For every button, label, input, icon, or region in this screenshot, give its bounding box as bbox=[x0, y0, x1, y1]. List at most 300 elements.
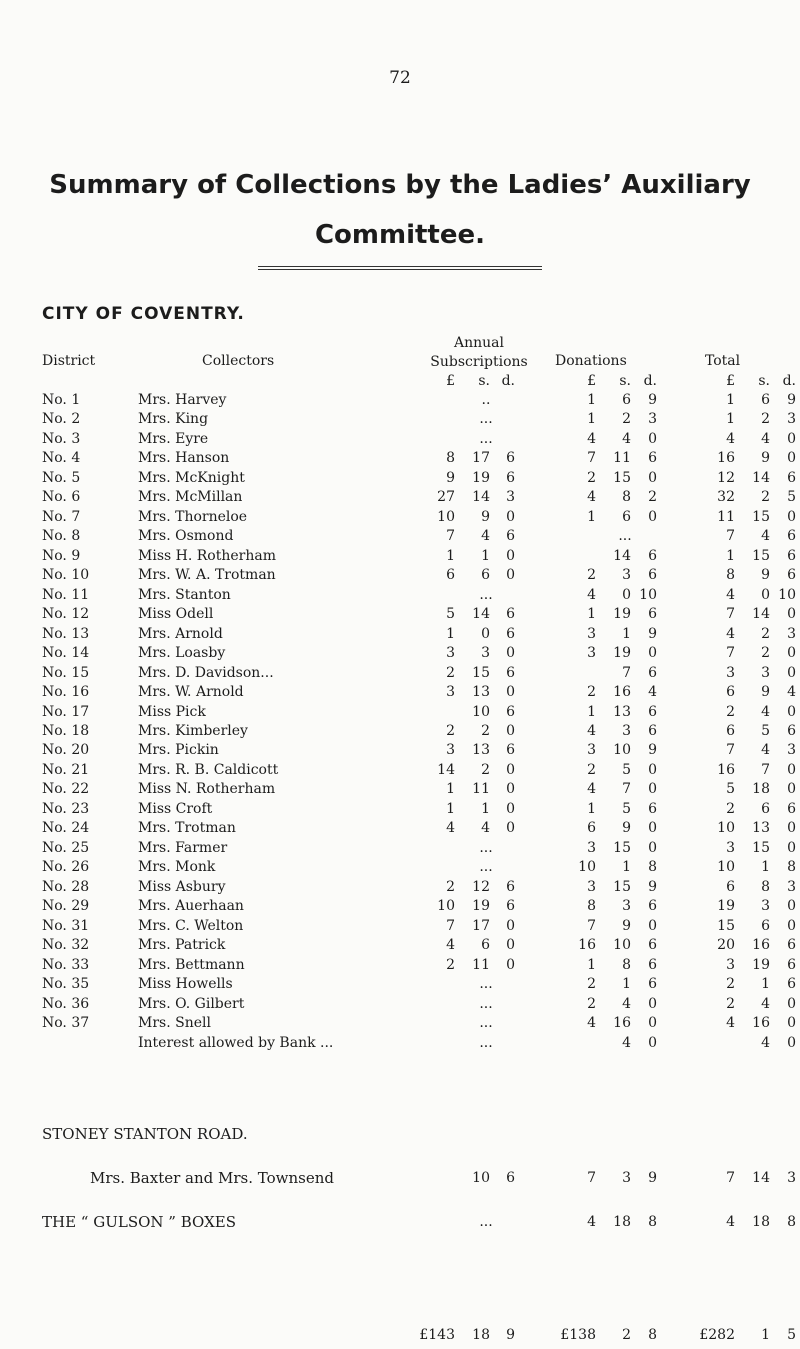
don-value-1: 1 bbox=[622, 859, 631, 875]
don-value-1: 19 bbox=[613, 645, 631, 661]
table-row bbox=[0, 781, 800, 800]
stoney-label: Mrs. Baxter and Mrs. Townsend bbox=[90, 1169, 334, 1187]
sub-value-2: 3 bbox=[506, 489, 515, 505]
table-row bbox=[0, 528, 800, 547]
district-cell: No. 17 bbox=[42, 704, 90, 720]
tot-value-0: 3 bbox=[726, 957, 735, 973]
don-value-1: 11 bbox=[613, 450, 631, 466]
collector-cell: Mrs. McMillan bbox=[138, 489, 243, 505]
don-value-0: 3 bbox=[587, 840, 596, 856]
tot-value-2: 0 bbox=[787, 704, 796, 720]
sub-value-1: 2 bbox=[481, 762, 490, 778]
sub-value-1: 19 bbox=[472, 898, 490, 914]
sub-value-0: 7 bbox=[446, 918, 455, 934]
don-value-2: 6 bbox=[648, 567, 657, 583]
sub-value-0: 4 bbox=[446, 937, 455, 953]
table-row bbox=[0, 996, 800, 1015]
table-row bbox=[0, 937, 800, 956]
tot-value-0: 15 bbox=[717, 918, 735, 934]
don-value-2: 8 bbox=[648, 859, 657, 875]
table-row bbox=[0, 879, 800, 898]
don-value-2: 6 bbox=[648, 704, 657, 720]
tot-value-0: 20 bbox=[717, 937, 735, 953]
sub-value-0: 3 bbox=[446, 684, 455, 700]
tot-value-1: 16 bbox=[752, 1015, 770, 1031]
don-value-0: 1 bbox=[587, 801, 596, 817]
sub-value-0: 2 bbox=[446, 957, 455, 973]
table-row bbox=[0, 684, 800, 703]
collector-cell: Mrs. R. B. Caldicott bbox=[138, 762, 279, 778]
district-cell: No. 29 bbox=[42, 898, 90, 914]
don-value-2: 6 bbox=[648, 898, 657, 914]
sub-placeholder: ... bbox=[479, 1035, 493, 1051]
collector-cell: Mrs. Harvey bbox=[138, 392, 227, 408]
district-cell: No. 22 bbox=[42, 781, 90, 797]
tot-value-0: 7 bbox=[726, 1170, 735, 1186]
sub-value-2: 6 bbox=[506, 626, 515, 642]
collector-cell: Mrs. King bbox=[138, 411, 209, 427]
sub-value-2: 6 bbox=[506, 879, 515, 895]
district-cell: No. 3 bbox=[42, 431, 81, 447]
tot-value-2: 0 bbox=[787, 840, 796, 856]
table-row bbox=[0, 392, 800, 411]
sub-value-1: 10 bbox=[472, 1170, 490, 1186]
don-value-1: 6 bbox=[622, 509, 631, 525]
sub-value-1: 17 bbox=[472, 450, 490, 466]
district-cell: No. 13 bbox=[42, 626, 90, 642]
don-value-2: 4 bbox=[648, 684, 657, 700]
table-row bbox=[0, 411, 800, 430]
tot-value-2: 0 bbox=[787, 431, 796, 447]
district-cell: No. 37 bbox=[42, 1015, 90, 1031]
don-value-2: 6 bbox=[648, 976, 657, 992]
sub-value-1: 11 bbox=[472, 957, 490, 973]
don-value-0: 4 bbox=[587, 431, 596, 447]
don-value-2: 6 bbox=[648, 450, 657, 466]
tot-value-0: 4 bbox=[726, 626, 735, 642]
tot-value-1: 6 bbox=[761, 918, 770, 934]
tot-value-0: 2 bbox=[726, 976, 735, 992]
tot-value-1: 14 bbox=[752, 1170, 770, 1186]
tot-value-2: 6 bbox=[787, 548, 796, 564]
tot-value-0: 19 bbox=[717, 898, 735, 914]
tot-value-2: 8 bbox=[787, 1214, 796, 1230]
tot-value-0: 12 bbox=[717, 470, 735, 486]
don-value-0: 4 bbox=[587, 723, 596, 739]
don-value-0: 4 bbox=[587, 1214, 596, 1230]
sub-value-1: 13 bbox=[472, 684, 490, 700]
don-value-0: 4 bbox=[587, 781, 596, 797]
collector-cell: Mrs. Farmer bbox=[138, 840, 228, 856]
sub-value-1: 4 bbox=[481, 528, 490, 544]
header-collectors: Collectors bbox=[202, 353, 275, 369]
don-value-1: 1 bbox=[622, 626, 631, 642]
don-value-1: 5 bbox=[622, 762, 631, 778]
district-cell: No. 21 bbox=[42, 762, 90, 778]
don-value-2: 0 bbox=[648, 509, 657, 525]
collector-cell: Mrs. Auerhaan bbox=[138, 898, 244, 914]
don-value-1: 9 bbox=[622, 820, 631, 836]
sub-value-0: 10 bbox=[437, 898, 455, 914]
district-cell: No. 18 bbox=[42, 723, 90, 739]
header-donations: Donations bbox=[555, 353, 627, 369]
sub-value-1: 6 bbox=[481, 567, 490, 583]
sub-value-2: 6 bbox=[506, 665, 515, 681]
don-value-1: 10 bbox=[613, 742, 631, 758]
tot-value-0: 2 bbox=[726, 801, 735, 817]
tot-value-2: 8 bbox=[787, 859, 796, 875]
tot-value-1: 7 bbox=[761, 762, 770, 778]
unit-header-tot-1: s. bbox=[758, 373, 770, 389]
district-cell: No. 4 bbox=[42, 450, 81, 466]
totals-row bbox=[0, 1327, 800, 1346]
stoney-row bbox=[0, 1170, 800, 1189]
tot-value-2: 0 bbox=[787, 1035, 796, 1051]
sub-placeholder: ... bbox=[479, 976, 493, 992]
district-cell: No. 15 bbox=[42, 665, 90, 681]
don-value-1: 14 bbox=[613, 548, 631, 564]
page-number: 72 bbox=[389, 68, 411, 88]
unit-header-don-1: s. bbox=[619, 373, 631, 389]
sub-value-2: 0 bbox=[506, 801, 515, 817]
table-row bbox=[0, 489, 800, 508]
collector-cell: Mrs. Trotman bbox=[138, 820, 236, 836]
tot-value-1: 4 bbox=[761, 528, 770, 544]
sub-value-1: 17 bbox=[472, 918, 490, 934]
title-divider bbox=[258, 266, 542, 270]
gulson-label: THE “ GULSON ” BOXES bbox=[42, 1213, 236, 1231]
collector-cell: Miss H. Rotherham bbox=[138, 548, 276, 564]
don-value-1: 2 bbox=[622, 411, 631, 427]
district-cell: No. 31 bbox=[42, 918, 90, 934]
tot-value-2: 3 bbox=[787, 742, 796, 758]
table-row bbox=[0, 567, 800, 586]
don-value-2: 0 bbox=[648, 781, 657, 797]
don-value-0: 8 bbox=[587, 898, 596, 914]
don-value-2: 0 bbox=[648, 470, 657, 486]
sub-value-1: 12 bbox=[472, 879, 490, 895]
don-value-0: 7 bbox=[587, 1170, 596, 1186]
tot-value-2: 0 bbox=[787, 450, 796, 466]
sub-value-0: 1 bbox=[446, 626, 455, 642]
don-value-1: 18 bbox=[613, 1214, 631, 1230]
tot-value-1: 2 bbox=[761, 626, 770, 642]
sub-value-1: 10 bbox=[472, 704, 490, 720]
tot-value-2: 3 bbox=[787, 626, 796, 642]
tot-value-0: 6 bbox=[726, 684, 735, 700]
table-row bbox=[0, 918, 800, 937]
don-value-0: 6 bbox=[587, 820, 596, 836]
tot-value-0: 4 bbox=[726, 587, 735, 603]
sub-value-2: 0 bbox=[506, 820, 515, 836]
sub-value-0: 4 bbox=[446, 820, 455, 836]
district-cell: No. 5 bbox=[42, 470, 81, 486]
tot-value-1: 15 bbox=[752, 548, 770, 564]
sub-placeholder: ... bbox=[479, 840, 493, 856]
unit-header-tot-2: d. bbox=[782, 373, 796, 389]
tot-value-1: 14 bbox=[752, 470, 770, 486]
header-total: Total bbox=[705, 353, 741, 369]
sub-placeholder: ... bbox=[479, 411, 493, 427]
don-value-2: 0 bbox=[648, 840, 657, 856]
table-row bbox=[0, 957, 800, 976]
table-row bbox=[0, 704, 800, 723]
sub-placeholder: ... bbox=[479, 431, 493, 447]
district-cell: No. 1 bbox=[42, 392, 81, 408]
sub-value-0: 3 bbox=[446, 645, 455, 661]
table-row bbox=[0, 626, 800, 645]
sub-value-2: 0 bbox=[506, 684, 515, 700]
sub-value-0: 6 bbox=[446, 567, 455, 583]
don-value-0: 1 bbox=[587, 411, 596, 427]
tot-value-1: 4 bbox=[761, 704, 770, 720]
tot-value-0: 3 bbox=[726, 665, 735, 681]
tot-value-0: 10 bbox=[717, 820, 735, 836]
don-value-2: 0 bbox=[648, 1015, 657, 1031]
collector-cell: Miss Pick bbox=[138, 704, 206, 720]
unit-header-don-2: d. bbox=[643, 373, 657, 389]
don-value-0: 1 bbox=[587, 957, 596, 973]
tot-value-0: 32 bbox=[717, 489, 735, 505]
tot-value-2: 0 bbox=[787, 762, 796, 778]
header-annual-subscriptions: Annual Subscriptions bbox=[430, 335, 528, 370]
don-value-0: 2 bbox=[587, 684, 596, 700]
sub-value-2: 6 bbox=[506, 470, 515, 486]
district-cell: No. 26 bbox=[42, 859, 90, 875]
tot-value-1: 4 bbox=[761, 742, 770, 758]
collector-cell: Mrs. Osmond bbox=[138, 528, 234, 544]
tot-value-2: 6 bbox=[787, 528, 796, 544]
sub-value-1: 0 bbox=[481, 626, 490, 642]
sub-value-1: 4 bbox=[481, 820, 490, 836]
don-value-1: 15 bbox=[613, 840, 631, 856]
don-value-0: 2 bbox=[587, 976, 596, 992]
don-value-2: 2 bbox=[648, 489, 657, 505]
district-cell: No. 10 bbox=[42, 567, 90, 583]
tot-value-0: 2 bbox=[726, 704, 735, 720]
don-value-0: 1 bbox=[587, 509, 596, 525]
tot-value-0: 7 bbox=[726, 645, 735, 661]
don-value-2: 0 bbox=[648, 762, 657, 778]
don-value-2: 10 bbox=[639, 587, 657, 603]
don-placeholder: ... bbox=[618, 528, 632, 544]
collector-cell: Mrs. D. Davidson... bbox=[138, 665, 274, 681]
collector-cell: Mrs. C. Welton bbox=[138, 918, 244, 934]
don-value-2: 0 bbox=[648, 431, 657, 447]
city-heading: CITY OF COVENTRY. bbox=[42, 304, 245, 324]
sub-value-2: 0 bbox=[506, 645, 515, 661]
district-cell: No. 24 bbox=[42, 820, 90, 836]
table-row bbox=[0, 509, 800, 528]
sub-value-1: 15 bbox=[472, 665, 490, 681]
tot-value-2: 5 bbox=[787, 489, 796, 505]
gulson-row bbox=[0, 1214, 800, 1233]
table-row bbox=[0, 1015, 800, 1034]
tot-value-0: 2 bbox=[726, 996, 735, 1012]
table-row bbox=[0, 587, 800, 606]
don-value-1: 7 bbox=[622, 781, 631, 797]
table-row bbox=[0, 1035, 800, 1054]
tot-value-2: 0 bbox=[787, 898, 796, 914]
don-value-0: 1 bbox=[587, 392, 596, 408]
don-value-2: 6 bbox=[648, 723, 657, 739]
tot-value-0: 8 bbox=[726, 567, 735, 583]
district-cell: No. 33 bbox=[42, 957, 90, 973]
tot-value-1: 3 bbox=[761, 898, 770, 914]
sub-value-2: 6 bbox=[506, 450, 515, 466]
don-value-2: 6 bbox=[648, 606, 657, 622]
tot-value-1: 14 bbox=[752, 606, 770, 622]
don-value-1: 19 bbox=[613, 606, 631, 622]
don-value-1: 3 bbox=[622, 1170, 631, 1186]
table-row bbox=[0, 606, 800, 625]
tot-value-2: 6 bbox=[787, 567, 796, 583]
don-value-1: 4 bbox=[622, 431, 631, 447]
don-value-2: 3 bbox=[648, 411, 657, 427]
tot-value-0: 16 bbox=[717, 450, 735, 466]
don-value-0: 4 bbox=[587, 489, 596, 505]
district-cell: No. 14 bbox=[42, 645, 90, 661]
tot-value-2: 0 bbox=[787, 820, 796, 836]
tot-value-2: 3 bbox=[787, 879, 796, 895]
sub-value-1: 3 bbox=[481, 645, 490, 661]
don-value-0: 2 bbox=[587, 762, 596, 778]
don-value-1: 6 bbox=[622, 392, 631, 408]
sub-value-0: 8 bbox=[446, 450, 455, 466]
don-value-1: 3 bbox=[622, 898, 631, 914]
district-cell: No. 16 bbox=[42, 684, 90, 700]
collector-cell: Mrs. McKnight bbox=[138, 470, 245, 486]
don-value-0: 7 bbox=[587, 450, 596, 466]
sub-value-0: £143 bbox=[419, 1327, 455, 1343]
collector-cell: Mrs. Eyre bbox=[138, 431, 209, 447]
don-value-2: 0 bbox=[648, 918, 657, 934]
collector-cell: Mrs. W. Arnold bbox=[138, 684, 244, 700]
sub-value-2: 6 bbox=[506, 898, 515, 914]
collector-cell: Miss Howells bbox=[138, 976, 233, 992]
sub-value-2: 0 bbox=[506, 567, 515, 583]
tot-value-1: 1 bbox=[761, 976, 770, 992]
district-cell: No. 11 bbox=[42, 587, 90, 603]
sub-value-0: 2 bbox=[446, 879, 455, 895]
collector-cell: Mrs. Arnold bbox=[138, 626, 223, 642]
sub-placeholder: ... bbox=[479, 1015, 493, 1031]
collector-cell: Mrs. Snell bbox=[138, 1015, 211, 1031]
don-value-1: 8 bbox=[622, 489, 631, 505]
sub-value-1: 6 bbox=[481, 937, 490, 953]
tot-value-1: 4 bbox=[761, 1035, 770, 1051]
tot-value-0: £282 bbox=[699, 1327, 735, 1343]
table-row bbox=[0, 470, 800, 489]
sub-value-0: 2 bbox=[446, 665, 455, 681]
don-value-0: 2 bbox=[587, 470, 596, 486]
tot-value-1: 16 bbox=[752, 937, 770, 953]
sub-value-1: 19 bbox=[472, 470, 490, 486]
district-cell: No. 7 bbox=[42, 509, 81, 525]
collector-cell: Mrs. W. A. Trotman bbox=[138, 567, 276, 583]
stoney-heading: STONEY STANTON ROAD. bbox=[42, 1125, 248, 1143]
sub-placeholder: ... bbox=[479, 587, 493, 603]
don-value-1: 3 bbox=[622, 567, 631, 583]
tot-value-1: 1 bbox=[761, 1327, 770, 1343]
sub-value-0: 10 bbox=[437, 509, 455, 525]
unit-header-tot-0: £ bbox=[726, 373, 735, 389]
tot-value-0: 16 bbox=[717, 762, 735, 778]
sub-value-2: 6 bbox=[506, 704, 515, 720]
tot-value-1: 6 bbox=[761, 392, 770, 408]
tot-value-0: 1 bbox=[726, 392, 735, 408]
don-value-2: 9 bbox=[648, 742, 657, 758]
don-value-0: 3 bbox=[587, 742, 596, 758]
sub-value-0: 2 bbox=[446, 723, 455, 739]
tot-value-0: 4 bbox=[726, 1015, 735, 1031]
tot-value-2: 3 bbox=[787, 1170, 796, 1186]
don-value-2: 8 bbox=[648, 1327, 657, 1343]
unit-header-sub-1: s. bbox=[478, 373, 490, 389]
collector-cell: Interest allowed by Bank ... bbox=[138, 1035, 334, 1051]
sub-value-2: 0 bbox=[506, 957, 515, 973]
sub-value-2: 9 bbox=[506, 1327, 515, 1343]
don-value-1: 1 bbox=[622, 976, 631, 992]
sub-value-0: 1 bbox=[446, 781, 455, 797]
unit-header-sub-0: £ bbox=[446, 373, 455, 389]
collector-cell: Mrs. Kimberley bbox=[138, 723, 248, 739]
sub-value-0: 9 bbox=[446, 470, 455, 486]
don-value-2: 6 bbox=[648, 801, 657, 817]
unit-header-don-0: £ bbox=[587, 373, 596, 389]
don-value-1: 16 bbox=[613, 684, 631, 700]
table-row bbox=[0, 762, 800, 781]
header-district: District bbox=[42, 353, 96, 369]
don-value-0: 1 bbox=[587, 606, 596, 622]
tot-value-2: 6 bbox=[787, 801, 796, 817]
sub-value-0: 5 bbox=[446, 606, 455, 622]
unit-header-sub-2: d. bbox=[501, 373, 515, 389]
sub-value-1: 1 bbox=[481, 801, 490, 817]
tot-value-2: 0 bbox=[787, 781, 796, 797]
collector-cell: Mrs. Hanson bbox=[138, 450, 230, 466]
tot-value-2: 0 bbox=[787, 1015, 796, 1031]
tot-value-2: 6 bbox=[787, 470, 796, 486]
sub-value-1: 14 bbox=[472, 606, 490, 622]
tot-value-2: 6 bbox=[787, 937, 796, 953]
collector-cell: Mrs. Pickin bbox=[138, 742, 219, 758]
district-cell: No. 28 bbox=[42, 879, 90, 895]
tot-value-2: 0 bbox=[787, 606, 796, 622]
don-value-1: 8 bbox=[622, 957, 631, 973]
tot-value-0: 4 bbox=[726, 1214, 735, 1230]
don-value-1: 13 bbox=[613, 704, 631, 720]
tot-value-0: 3 bbox=[726, 840, 735, 856]
tot-value-1: 5 bbox=[761, 723, 770, 739]
collector-cell: Mrs. Monk bbox=[138, 859, 216, 875]
sub-value-2: 0 bbox=[506, 937, 515, 953]
district-cell: No. 23 bbox=[42, 801, 90, 817]
don-value-2: 9 bbox=[648, 879, 657, 895]
tot-value-0: 10 bbox=[717, 859, 735, 875]
tot-value-0: 1 bbox=[726, 411, 735, 427]
table-row bbox=[0, 665, 800, 684]
don-value-2: 9 bbox=[648, 392, 657, 408]
tot-value-1: 15 bbox=[752, 509, 770, 525]
sub-placeholder: ... bbox=[479, 859, 493, 875]
collector-cell: Miss Odell bbox=[138, 606, 214, 622]
tot-value-1: 2 bbox=[761, 411, 770, 427]
tot-value-0: 7 bbox=[726, 742, 735, 758]
collector-cell: Mrs. Bettmann bbox=[138, 957, 245, 973]
sub-value-0: 1 bbox=[446, 548, 455, 564]
don-value-0: 7 bbox=[587, 918, 596, 934]
